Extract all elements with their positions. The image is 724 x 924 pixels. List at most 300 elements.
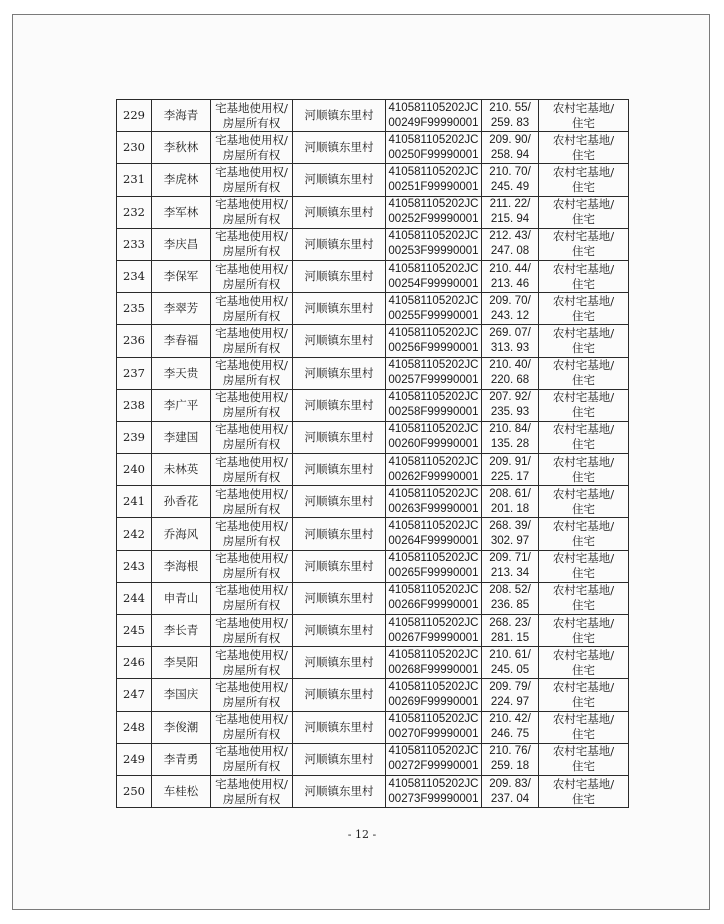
area-cell: [482, 615, 539, 647]
right-type: 宅基地使用权/: [215, 422, 288, 437]
land-use: 住宅: [572, 694, 595, 709]
location: 河顺镇东里村: [304, 623, 374, 638]
location-cell: [293, 679, 386, 711]
location-cell: [293, 647, 386, 679]
row-number: 240: [123, 462, 145, 477]
unit-code: 00269F99990001: [388, 695, 479, 708]
table-row: [117, 196, 629, 228]
owner-name: 李国庆: [163, 687, 199, 702]
unit-code-cell: [386, 132, 482, 164]
area-cell: [482, 421, 539, 453]
right-type: 房屋所有权: [222, 694, 281, 709]
area: 211. 22/: [489, 198, 531, 211]
right-type-cell: [211, 100, 293, 132]
area: 207. 92/: [489, 391, 531, 404]
area: 313. 93: [490, 341, 530, 354]
land-use: 住宅: [572, 630, 595, 645]
location-cell: [293, 743, 386, 775]
land-use: 农村宅基地/: [552, 100, 615, 115]
unit-code: 00255F99990001: [388, 309, 479, 322]
row-number-cell: [117, 679, 152, 711]
unit-code: 00267F99990001: [388, 631, 479, 644]
unit-code: 410581105202JC: [388, 680, 479, 693]
right-type: 宅基地使用权/: [215, 744, 288, 759]
row-number: 248: [123, 719, 145, 734]
row-number: 239: [123, 429, 145, 444]
land-use-cell: [539, 582, 629, 614]
unit-code: 00272F99990001: [388, 760, 479, 773]
unit-code-cell: [386, 357, 482, 389]
location: 河顺镇东里村: [304, 655, 374, 670]
location: 河顺镇东里村: [304, 719, 374, 734]
area: 245. 05: [490, 663, 530, 676]
owner-name: 申青山: [163, 590, 199, 605]
right-type-cell: [211, 260, 293, 292]
table-row: [117, 325, 629, 357]
area-cell: [482, 775, 539, 807]
location: 河顺镇东里村: [304, 526, 374, 541]
land-use: 住宅: [572, 147, 595, 162]
unit-code-cell: [386, 260, 482, 292]
area-cell: [482, 454, 539, 486]
unit-code: 410581105202JC: [388, 359, 479, 372]
land-use-cell: [539, 260, 629, 292]
land-use: 住宅: [572, 598, 595, 613]
land-use-cell: [539, 389, 629, 421]
location: 河顺镇东里村: [304, 494, 374, 509]
unit-code: 00258F99990001: [388, 406, 479, 419]
right-type: 房屋所有权: [222, 791, 281, 806]
land-use: 住宅: [572, 276, 595, 291]
right-type: 宅基地使用权/: [215, 519, 288, 534]
table-row: [117, 421, 629, 453]
row-number: 236: [123, 333, 145, 348]
table-row: [117, 100, 629, 132]
area: 209. 70/: [489, 294, 531, 307]
unit-code-cell: [386, 679, 482, 711]
right-type: 房屋所有权: [222, 147, 281, 162]
area: 210. 55/: [489, 101, 531, 114]
right-type: 宅基地使用权/: [215, 358, 288, 373]
area: 268. 39/: [489, 520, 531, 533]
table-row: [117, 518, 629, 550]
unit-code: 410581105202JC: [388, 455, 479, 468]
land-use-cell: [539, 775, 629, 807]
owner-name-cell: [152, 325, 211, 357]
land-use: 农村宅基地/: [552, 486, 615, 501]
unit-code: 00251F99990001: [388, 180, 479, 193]
land-use: 农村宅基地/: [552, 325, 615, 340]
unit-code: 00250F99990001: [388, 148, 479, 161]
area: 259. 18: [490, 760, 530, 773]
right-type: 宅基地使用权/: [215, 583, 288, 598]
table-row: [117, 228, 629, 260]
unit-code: 00256F99990001: [388, 341, 479, 354]
area: 213. 34: [490, 567, 530, 580]
land-use: 农村宅基地/: [552, 744, 615, 759]
row-number-cell: [117, 647, 152, 679]
right-type-cell: [211, 132, 293, 164]
right-type: 宅基地使用权/: [215, 229, 288, 244]
unit-code: 410581105202JC: [388, 294, 479, 307]
right-type-cell: [211, 357, 293, 389]
right-type: 宅基地使用权/: [215, 551, 288, 566]
land-use-cell: [539, 325, 629, 357]
row-number: 241: [123, 494, 145, 509]
table-row: [117, 743, 629, 775]
row-number: 250: [123, 784, 145, 799]
owner-name: 未林英: [163, 462, 199, 477]
location: 河顺镇东里村: [304, 590, 374, 605]
owner-name-cell: [152, 647, 211, 679]
unit-code: 410581105202JC: [388, 584, 479, 597]
land-use: 农村宅基地/: [552, 712, 615, 727]
right-type-cell: [211, 293, 293, 325]
unit-code: 410581105202JC: [388, 520, 479, 533]
location: 河顺镇东里村: [304, 204, 374, 219]
area-cell: [482, 293, 539, 325]
unit-code: 410581105202JC: [388, 713, 479, 726]
land-use-cell: [539, 228, 629, 260]
owner-name-cell: [152, 100, 211, 132]
row-number-cell: [117, 228, 152, 260]
right-type: 宅基地使用权/: [215, 390, 288, 405]
land-use-cell: [539, 550, 629, 582]
property-registry-table: [116, 99, 629, 808]
owner-name: 李保军: [163, 269, 199, 284]
area: 201. 18: [490, 502, 530, 515]
land-use: 住宅: [572, 727, 595, 742]
location-cell: [293, 325, 386, 357]
right-type: 房屋所有权: [222, 469, 281, 484]
right-type-cell: [211, 228, 293, 260]
area: 247. 08: [490, 245, 530, 258]
land-use-cell: [539, 100, 629, 132]
land-use: 住宅: [572, 791, 595, 806]
land-use-cell: [539, 743, 629, 775]
unit-code-cell: [386, 615, 482, 647]
land-use: 住宅: [572, 340, 595, 355]
land-use-cell: [539, 518, 629, 550]
land-use: 农村宅基地/: [552, 358, 615, 373]
location: 河顺镇东里村: [304, 236, 374, 251]
unit-code: 410581105202JC: [388, 262, 479, 275]
unit-code-cell: [386, 647, 482, 679]
area: 245. 49: [490, 180, 530, 193]
location: 河顺镇东里村: [304, 365, 374, 380]
table-row: [117, 550, 629, 582]
row-number: 237: [123, 365, 145, 380]
unit-code: 00270F99990001: [388, 728, 479, 741]
location-cell: [293, 132, 386, 164]
unit-code-cell: [386, 164, 482, 196]
row-number-cell: [117, 100, 152, 132]
unit-code: 410581105202JC: [388, 198, 479, 211]
unit-code-cell: [386, 196, 482, 228]
table-row: [117, 711, 629, 743]
area: 210. 76/: [489, 745, 531, 758]
location-cell: [293, 615, 386, 647]
location-cell: [293, 164, 386, 196]
land-use: 农村宅基地/: [552, 679, 615, 694]
owner-name: 李海根: [163, 558, 199, 573]
area: 220. 68: [490, 374, 530, 387]
area: 243. 12: [490, 309, 530, 322]
area-cell: [482, 582, 539, 614]
unit-code: 00253F99990001: [388, 245, 479, 258]
right-type-cell: [211, 647, 293, 679]
right-type: 房屋所有权: [222, 759, 281, 774]
area: 237. 04: [490, 792, 530, 805]
unit-code: 410581105202JC: [388, 648, 479, 661]
right-type: 房屋所有权: [222, 501, 281, 516]
right-type: 房屋所有权: [222, 308, 281, 323]
land-use: 农村宅基地/: [552, 551, 615, 566]
right-type: 房屋所有权: [222, 212, 281, 227]
area: 209. 79/: [489, 680, 531, 693]
land-use-cell: [539, 486, 629, 518]
row-number-cell: [117, 357, 152, 389]
unit-code: 00262F99990001: [388, 470, 479, 483]
right-type: 房屋所有权: [222, 340, 281, 355]
owner-name: 李广平: [163, 397, 199, 412]
area: 135. 28: [490, 438, 530, 451]
owner-name: 李长青: [163, 623, 199, 638]
unit-code-cell: [386, 293, 482, 325]
right-type: 房屋所有权: [222, 630, 281, 645]
row-number: 243: [123, 558, 145, 573]
land-use: 住宅: [572, 662, 595, 677]
row-number-cell: [117, 582, 152, 614]
table-row: [117, 486, 629, 518]
location: 河顺镇东里村: [304, 784, 374, 799]
location: 河顺镇东里村: [304, 333, 374, 348]
unit-code: 410581105202JC: [388, 165, 479, 178]
right-type-cell: [211, 550, 293, 582]
unit-code: 410581105202JC: [388, 133, 479, 146]
unit-code-cell: [386, 389, 482, 421]
land-use: 住宅: [572, 534, 595, 549]
right-type-cell: [211, 421, 293, 453]
owner-name: 乔海风: [163, 526, 199, 541]
right-type: 宅基地使用权/: [215, 261, 288, 276]
table-row: [117, 582, 629, 614]
row-number: 245: [123, 623, 145, 638]
right-type: 宅基地使用权/: [215, 647, 288, 662]
right-type: 房屋所有权: [222, 662, 281, 677]
unit-code: 00254F99990001: [388, 277, 479, 290]
land-use: 住宅: [572, 501, 595, 516]
location-cell: [293, 389, 386, 421]
right-type: 房屋所有权: [222, 115, 281, 130]
right-type: 房屋所有权: [222, 727, 281, 742]
table-row: [117, 454, 629, 486]
unit-code: 00249F99990001: [388, 116, 479, 129]
right-type-cell: [211, 679, 293, 711]
row-number-cell: [117, 743, 152, 775]
table-row: [117, 357, 629, 389]
owner-name-cell: [152, 164, 211, 196]
land-use: 农村宅基地/: [552, 615, 615, 630]
area-cell: [482, 486, 539, 518]
area: 210. 44/: [489, 262, 531, 275]
area-cell: [482, 260, 539, 292]
row-number-cell: [117, 775, 152, 807]
right-type: 房屋所有权: [222, 598, 281, 613]
area: 225. 17: [490, 470, 530, 483]
owner-name-cell: [152, 743, 211, 775]
right-type: 宅基地使用权/: [215, 486, 288, 501]
land-use: 农村宅基地/: [552, 164, 615, 179]
area-cell: [482, 357, 539, 389]
unit-code: 410581105202JC: [388, 326, 479, 339]
land-use: 住宅: [572, 212, 595, 227]
row-number-cell: [117, 260, 152, 292]
owner-name: 李青勇: [163, 751, 199, 766]
area-cell: [482, 132, 539, 164]
right-type: 房屋所有权: [222, 244, 281, 259]
row-number: 249: [123, 751, 145, 766]
right-type: 宅基地使用权/: [215, 164, 288, 179]
owner-name-cell: [152, 486, 211, 518]
unit-code-cell: [386, 454, 482, 486]
area-cell: [482, 325, 539, 357]
location: 河顺镇东里村: [304, 108, 374, 123]
owner-name: 李昊阳: [163, 655, 199, 670]
unit-code: 410581105202JC: [388, 616, 479, 629]
row-number: 233: [123, 236, 145, 251]
unit-code-cell: [386, 325, 482, 357]
area-cell: [482, 389, 539, 421]
right-type: 宅基地使用权/: [215, 712, 288, 727]
table-row: [117, 389, 629, 421]
table-row: [117, 293, 629, 325]
right-type-cell: [211, 454, 293, 486]
row-number: 247: [123, 687, 145, 702]
unit-code: 410581105202JC: [388, 101, 479, 114]
unit-code-cell: [386, 518, 482, 550]
land-use: 住宅: [572, 115, 595, 130]
row-number-cell: [117, 550, 152, 582]
unit-code-cell: [386, 775, 482, 807]
area: 210. 61/: [489, 648, 531, 661]
table-row: [117, 164, 629, 196]
area-cell: [482, 196, 539, 228]
unit-code-cell: [386, 100, 482, 132]
land-use: 住宅: [572, 405, 595, 420]
right-type: 房屋所有权: [222, 179, 281, 194]
owner-name-cell: [152, 711, 211, 743]
right-type-cell: [211, 518, 293, 550]
area: 236. 85: [490, 599, 530, 612]
row-number: 235: [123, 301, 145, 316]
area: 210. 84/: [489, 423, 531, 436]
unit-code: 00260F99990001: [388, 438, 479, 451]
page-number: - 12 -: [347, 828, 377, 841]
area: 209. 91/: [489, 455, 531, 468]
right-type-cell: [211, 775, 293, 807]
owner-name: 李海青: [163, 108, 199, 123]
land-use-cell: [539, 615, 629, 647]
owner-name-cell: [152, 615, 211, 647]
unit-code: 410581105202JC: [388, 391, 479, 404]
table-row: [117, 679, 629, 711]
row-number-cell: [117, 615, 152, 647]
unit-code: 00263F99990001: [388, 502, 479, 515]
location: 河顺镇东里村: [304, 397, 374, 412]
land-use: 农村宅基地/: [552, 519, 615, 534]
area-cell: [482, 228, 539, 260]
land-use: 住宅: [572, 308, 595, 323]
location: 河顺镇东里村: [304, 429, 374, 444]
owner-name-cell: [152, 421, 211, 453]
owner-name-cell: [152, 679, 211, 711]
land-use: 住宅: [572, 437, 595, 452]
row-number-cell: [117, 293, 152, 325]
land-use-cell: [539, 293, 629, 325]
unit-code: 410581105202JC: [388, 487, 479, 500]
row-number: 229: [123, 108, 145, 123]
row-number-cell: [117, 164, 152, 196]
land-use: 住宅: [572, 566, 595, 581]
row-number: 231: [123, 172, 145, 187]
unit-code: 00268F99990001: [388, 663, 479, 676]
right-type: 宅基地使用权/: [215, 679, 288, 694]
area: 210. 42/: [489, 713, 531, 726]
owner-name: 李庆昌: [163, 236, 199, 251]
location-cell: [293, 775, 386, 807]
location-cell: [293, 357, 386, 389]
table-body: [117, 100, 629, 808]
unit-code-cell: [386, 228, 482, 260]
unit-code: 410581105202JC: [388, 745, 479, 758]
unit-code-cell: [386, 421, 482, 453]
land-use-cell: [539, 132, 629, 164]
right-type: 房屋所有权: [222, 437, 281, 452]
location: 河顺镇东里村: [304, 172, 374, 187]
land-use: 农村宅基地/: [552, 776, 615, 791]
area: 246. 75: [490, 728, 530, 741]
location: 河顺镇东里村: [304, 751, 374, 766]
location-cell: [293, 550, 386, 582]
location-cell: [293, 293, 386, 325]
area: 259. 83: [490, 116, 530, 129]
unit-code: 410581105202JC: [388, 552, 479, 565]
area: 209. 83/: [489, 777, 531, 790]
row-number: 232: [123, 204, 145, 219]
row-number-cell: [117, 454, 152, 486]
table-row: [117, 132, 629, 164]
area: 268. 23/: [489, 616, 531, 629]
owner-name: 李虎林: [163, 172, 199, 187]
unit-code: 410581105202JC: [388, 777, 479, 790]
area: 210. 70/: [489, 165, 531, 178]
land-use: 住宅: [572, 179, 595, 194]
area: 281. 15: [490, 631, 530, 644]
owner-name: 李春福: [163, 333, 199, 348]
area-cell: [482, 711, 539, 743]
area: 235. 93: [490, 406, 530, 419]
unit-code-cell: [386, 582, 482, 614]
right-type: 宅基地使用权/: [215, 132, 288, 147]
table-row: [117, 260, 629, 292]
land-use-cell: [539, 164, 629, 196]
area-cell: [482, 518, 539, 550]
land-use: 农村宅基地/: [552, 293, 615, 308]
area: 213. 46: [490, 277, 530, 290]
area-cell: [482, 164, 539, 196]
row-number: 246: [123, 655, 145, 670]
